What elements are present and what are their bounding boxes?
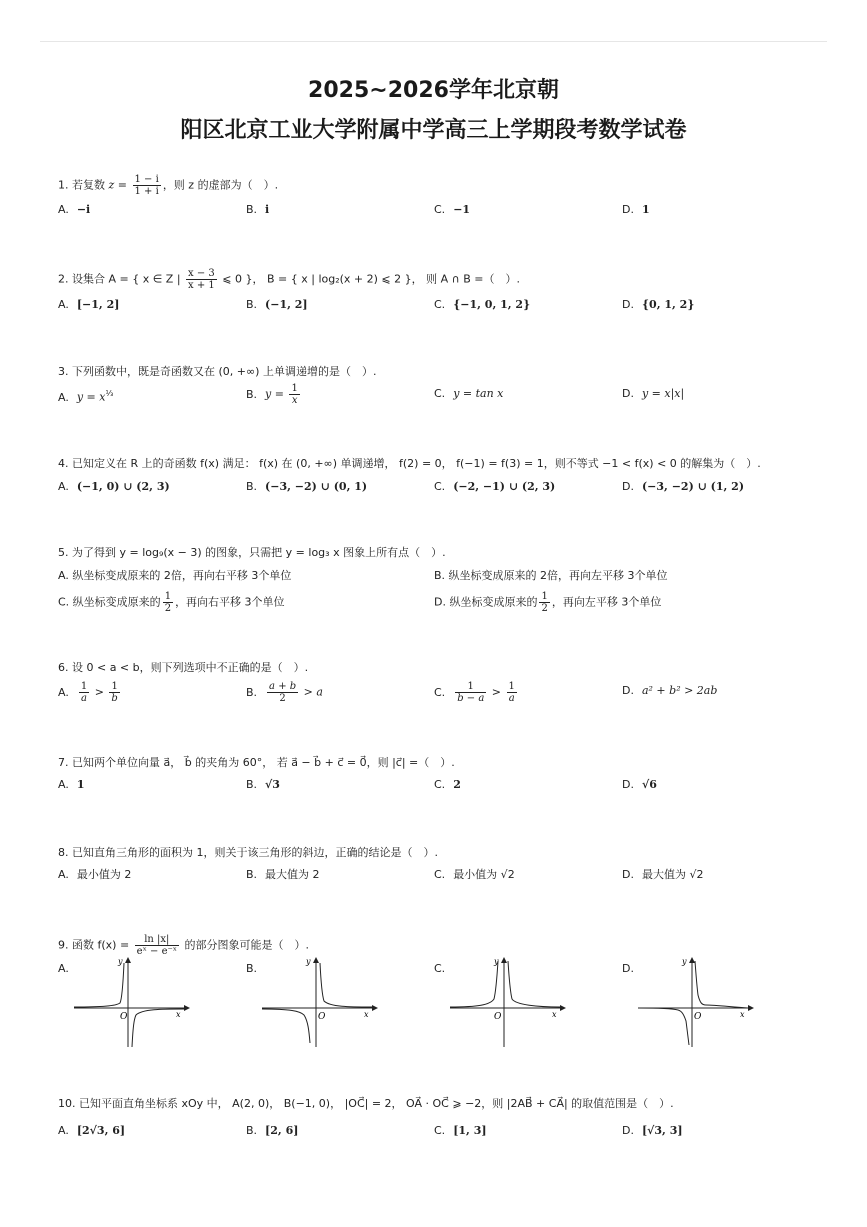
q9-graph-b[interactable]: [260, 955, 380, 1050]
q8-option-d[interactable]: D. 最大值为 √2: [622, 868, 704, 881]
q3-option-d[interactable]: D. y = x|x|: [622, 387, 685, 400]
q5-option-a[interactable]: A. 纵坐标变成原来的 2倍，再向右平移 3个单位: [58, 569, 292, 582]
q6-option-b[interactable]: B. $\frac{a + b}{2}$ > a: [246, 681, 323, 704]
exam-title-line-2: 阳区北京工业大学附属中学高三上学期段考数学试卷: [180, 118, 687, 143]
q9c-x-label: x: [552, 1010, 557, 1019]
q7-option-c[interactable]: C. 2: [434, 778, 461, 791]
q5-option-d[interactable]: D. 纵坐标变成原来的 $\frac{1}{2}$ ，再向左平移 3个单位: [434, 591, 662, 614]
q1-option-a[interactable]: A. −i: [58, 203, 91, 216]
q9b-origin: O: [318, 1012, 326, 1022]
q9-option-b-label[interactable]: B.: [246, 962, 258, 975]
question-6: 6. 设 0 < a < b，则下列选项中不正确的是（ ）.: [58, 661, 309, 674]
q9-graph-d[interactable]: [636, 955, 756, 1050]
q1-option-d[interactable]: D. 1: [622, 203, 650, 216]
q1-fraction: $\frac{1 - i}{1 + i}$: [134, 174, 159, 197]
question-1: 1. 若复数 z = $\frac{1 - i}{1 + i}$ ，则 z 的虚部为（ ）.: [58, 174, 279, 197]
q3-option-b[interactable]: B. y = $\frac{1}{x}$: [246, 383, 298, 406]
q8-option-b[interactable]: B. 最大值为 2: [246, 868, 320, 881]
q9-graph-c[interactable]: [448, 955, 568, 1050]
q1-option-b[interactable]: B. i: [246, 203, 270, 216]
q9d-x-label: x: [740, 1010, 745, 1019]
q4-option-b[interactable]: B. (−3, −2) ∪ (0, 1): [246, 480, 368, 493]
q5-option-b[interactable]: B. 纵坐标变成原来的 2倍，再向左平移 3个单位: [434, 569, 668, 582]
q1-option-c[interactable]: C. −1: [434, 203, 471, 216]
q3-option-c[interactable]: C. y = tan x: [434, 387, 504, 400]
q9-graph-a[interactable]: [72, 955, 192, 1050]
question-2: 2. 设集合 A = { x ∈ Z | $\frac{x - 3}{x + 1}$ ⩽ 0 }， B = { x | log₂(x + 2) ⩽ 2 }， 则 A ∩ B =（ ）.: [58, 268, 520, 291]
q4-option-d[interactable]: D. (−3, −2) ∪ (1, 2): [622, 480, 745, 493]
q9d-origin: O: [694, 1012, 702, 1022]
top-divider: [40, 41, 827, 42]
q9b-x-label: x: [364, 1010, 369, 1019]
q8-option-a[interactable]: A. 最小值为 2: [58, 868, 132, 881]
q2-option-b[interactable]: B. (−1, 2]: [246, 298, 308, 311]
question-3: 3. 下列函数中，既是奇函数又在 (0, +∞) 上单调递增的是（ ）.: [58, 365, 377, 378]
q9b-y-label: y: [306, 957, 311, 966]
q9-option-c-label[interactable]: C.: [434, 962, 446, 975]
q10-option-a[interactable]: A. [2√3, 6]: [58, 1124, 126, 1137]
q9c-y-label: y: [494, 957, 499, 966]
q7-option-d[interactable]: D. √6: [622, 778, 657, 791]
question-4: 4. 已知定义在 R 上的奇函数 f(x) 满足： f(x) 在 (0, +∞) 单调递增， f(2) = 0， f(−1) = f(3) = 1，则不等式 −1 < f(x) < 0 的解集为（ ）.: [58, 457, 761, 470]
q7-option-b[interactable]: B. √3: [246, 778, 280, 791]
q2-option-a[interactable]: A. [−1, 2]: [58, 298, 120, 311]
question-7: 7. 已知两个单位向量 a⃗， b⃗ 的夹角为 60°， 若 a⃗ − b⃗ + c⃗ = 0⃗，则 |c⃗| =（ ）.: [58, 756, 455, 769]
q2-option-d[interactable]: D. {0, 1, 2}: [622, 298, 695, 311]
q7-option-a[interactable]: A. 1: [58, 778, 85, 791]
q9a-y-label: y: [118, 957, 123, 966]
q9-fraction: $\frac{\ln |x|}{\text{eˣ − e⁻ˣ}}$: [136, 934, 177, 957]
question-10: 10. 已知平面直角坐标系 xOy 中， A(2, 0)， B(−1, 0)， |OC⃗| = 2， OA⃗ · OC⃗ ⩾ −2，则 |2AB⃗ + CA⃗| 的取值范围是（ ）.: [58, 1097, 674, 1110]
question-8: 8. 已知直角三角形的面积为 1，则关于该三角形的斜边，正确的结论是（ ）.: [58, 846, 438, 859]
q9d-y-label: y: [682, 957, 687, 966]
q9a-origin: O: [120, 1012, 128, 1022]
question-9: 9. 函数 f(x) = $\frac{\ln |x|}{\text{eˣ − e⁻ˣ}}$ 的部分图象可能是（ ）.: [58, 934, 309, 957]
q6-option-a[interactable]: A. $\frac{1}{a}$ > $\frac{1}{b}$: [58, 681, 118, 704]
q9-option-a-label[interactable]: A.: [58, 962, 69, 975]
exam-title-line-1: 2025~2026学年北京朝: [308, 78, 559, 103]
q10-option-b[interactable]: B. [2, 6]: [246, 1124, 299, 1137]
q6-option-c[interactable]: C. $\frac{1}{b - a}$ > $\frac{1}{a}$: [434, 681, 515, 704]
question-5: 5. 为了得到 y = log₉(x − 3) 的图象，只需把 y = log₃ x 图象上所有点（ ）.: [58, 546, 446, 559]
q6-option-d[interactable]: D. a² + b² > 2ab: [622, 684, 718, 697]
q2-fraction: $\frac{x - 3}{x + 1}$: [188, 268, 215, 291]
q8-option-c[interactable]: C. 最小值为 √2: [434, 868, 515, 881]
q4-option-c[interactable]: C. (−2, −1) ∪ (2, 3): [434, 480, 556, 493]
q9a-x-label: x: [176, 1010, 181, 1019]
q10-option-d[interactable]: D. [√3, 3]: [622, 1124, 683, 1137]
q3-option-a[interactable]: A. $y = x^{\frac{1}{3}}$: [58, 389, 114, 404]
q4-option-a[interactable]: A. (−1, 0) ∪ (2, 3): [58, 480, 170, 493]
q2-option-c[interactable]: C. {−1, 0, 1, 2}: [434, 298, 531, 311]
q9-option-d-label[interactable]: D.: [622, 962, 634, 975]
q9c-origin: O: [494, 1012, 502, 1022]
q5-option-c[interactable]: C. 纵坐标变成原来的 $\frac{1}{2}$ ，再向右平移 3个单位: [58, 591, 285, 614]
q10-option-c[interactable]: C. [1, 3]: [434, 1124, 487, 1137]
